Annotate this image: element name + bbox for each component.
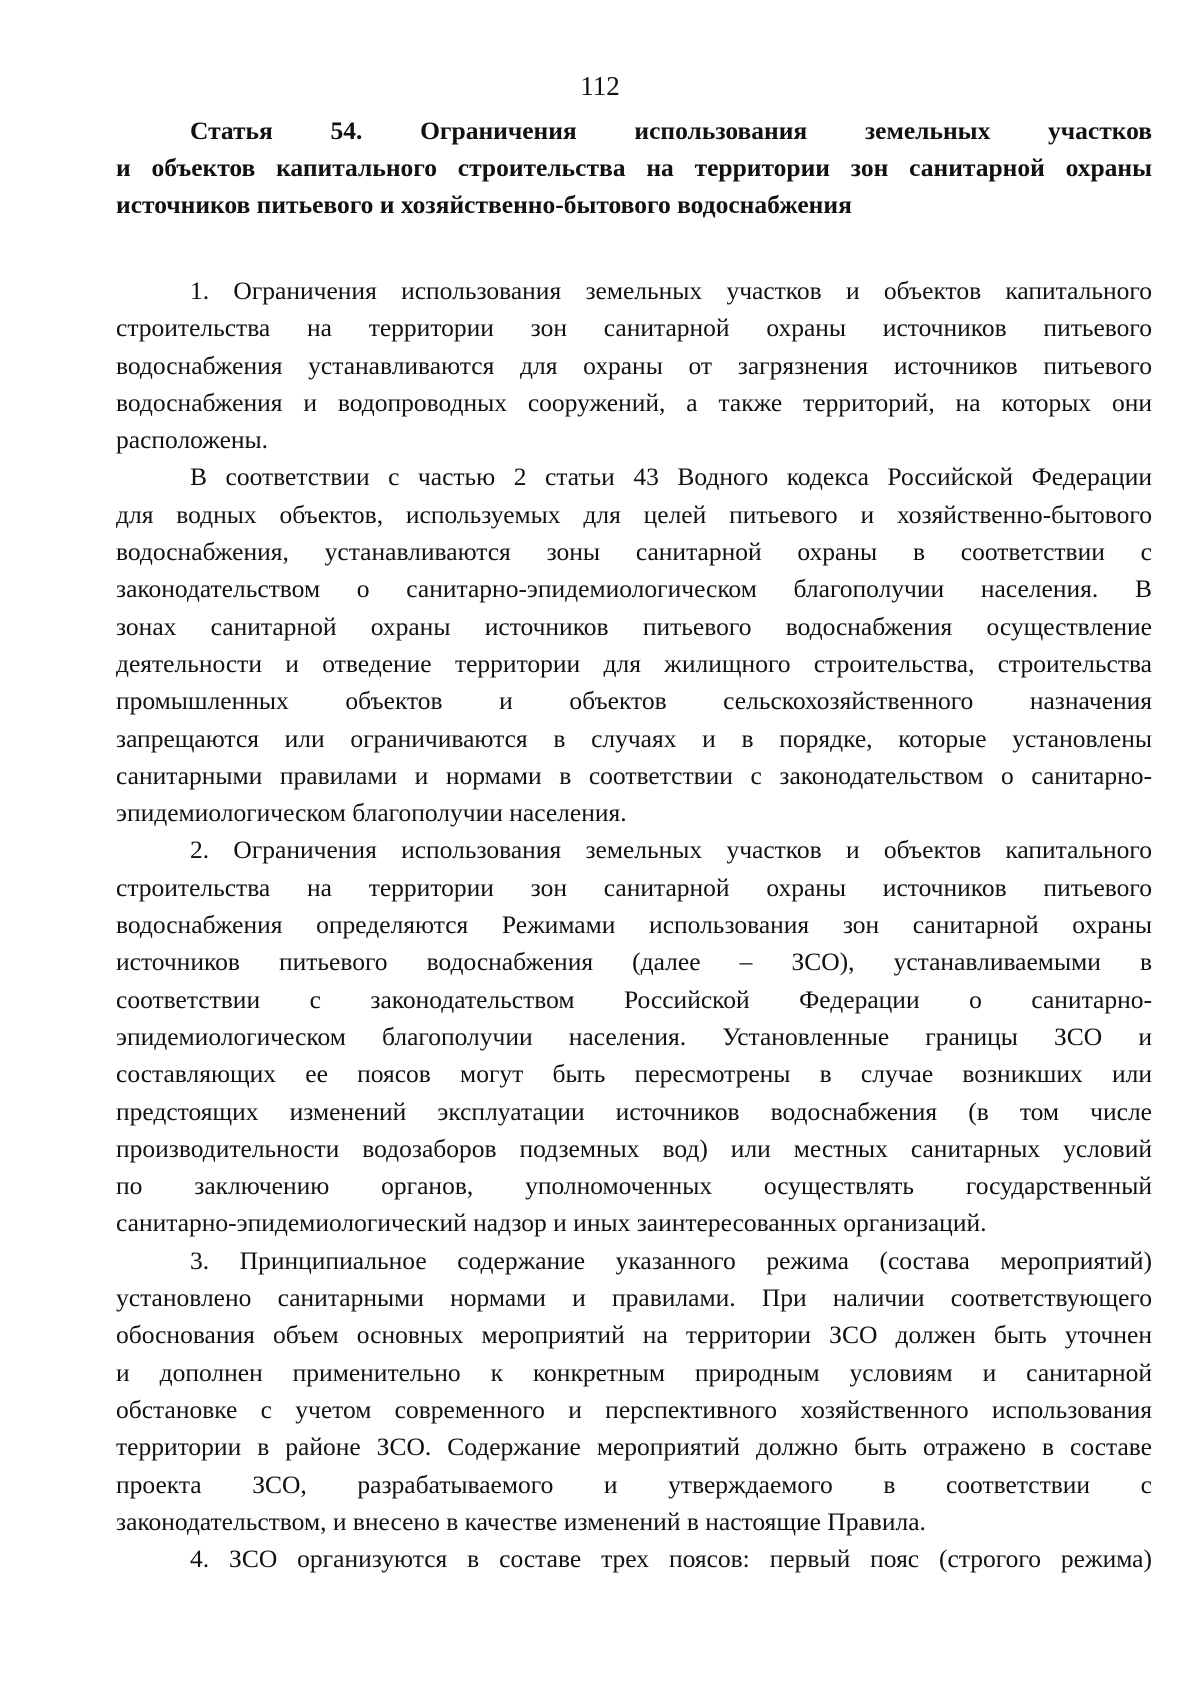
paragraph-line: В соответствии с частью 2 статьи 43 Водного кодекса Российской Федерации (190, 462, 1152, 492)
paragraph-line: 4. ЗСО организуются в составе трех поясов: первый пояс (строгого режима) (190, 1544, 1152, 1574)
paragraph (116, 458, 1152, 831)
paragraph-line: для водных объектов, используемых для целей питьевого и хозяйственно-бытового (116, 499, 1152, 529)
paragraph-line: по заключению органов, уполномоченных осуществлять государственный (116, 1171, 1152, 1201)
paragraph-line: строительства на территории зон санитарной охраны источников питьевого (116, 313, 1152, 343)
paragraph-line: законодательством, и внесено в качестве изменений в настоящие Правила. (116, 1506, 926, 1536)
paragraph-line: соответствии с законодательством Российской Федерации о санитарно- (116, 984, 1152, 1014)
page-number: 112 (580, 71, 620, 101)
paragraph (116, 1540, 1152, 1577)
paragraph-line: эпидемиологическом благополучии населения. (116, 798, 627, 828)
article-title (116, 112, 1152, 223)
paragraph-line: и дополнен применительно к конкретным природным условиям и санитарной (116, 1357, 1152, 1387)
paragraph-line: обстановке с учетом современного и перспективного хозяйственного использования (116, 1394, 1152, 1424)
paragraph-line: промышленных объектов и объектов сельскохозяйственного назначения (116, 686, 1152, 716)
paragraph-line: законодательством о санитарно-эпидемиологическом благополучии населения. В (116, 574, 1152, 604)
paragraph-line: 2. Ограничения использования земельных участков и объектов капитального (190, 835, 1152, 865)
paragraph-line: установлено санитарными нормами и правилами. При наличии соответствующего (116, 1283, 1152, 1313)
paragraph (116, 831, 1152, 1241)
paragraph-line: эпидемиологическом благополучии населения. Установленные границы ЗСО и (116, 1021, 1152, 1051)
paragraph-line: водоснабжения определяются Режимами использования зон санитарной охраны (116, 910, 1152, 940)
paragraph-line: проекта ЗСО, разрабатываемого и утверждаемого в соответствии с (116, 1469, 1152, 1499)
paragraph (116, 1242, 1152, 1540)
article-title-line: Статья 54. Ограничения использования земельных участков (190, 116, 1152, 145)
paragraph-line: водоснабжения и водопроводных сооружений, а также территорий, на которых они (116, 387, 1152, 417)
paragraph-line: расположены. (116, 425, 269, 455)
article-body (116, 272, 1152, 1577)
paragraph-line: 1. Ограничения использования земельных участков и объектов капитального (190, 276, 1152, 305)
paragraph-line: составляющих ее поясов могут быть пересмотрены в случае возникших или (116, 1059, 1152, 1089)
paragraph-line: санитарными правилами и нормами в соответствии с законодательством о санитарно- (116, 760, 1152, 790)
paragraph-line: водоснабжения, устанавливаются зоны санитарной охраны в соответствии с (116, 537, 1152, 567)
paragraph-line: предстоящих изменений эксплуатации источников водоснабжения (в том числе (116, 1096, 1152, 1126)
paragraph-line: обоснования объем основных мероприятий на территории ЗСО должен быть уточнен (116, 1320, 1152, 1350)
document-content (116, 112, 1152, 1577)
paragraph (116, 272, 1152, 458)
article-title-line: и объектов капитального строительства на территории зон санитарной охраны (116, 153, 1152, 182)
paragraph-line: зонах санитарной охраны источников питьевого водоснабжения осуществление (116, 611, 1152, 641)
paragraph-line: территории в районе ЗСО. Содержание мероприятий должно быть отражено в составе (116, 1432, 1152, 1462)
paragraph-line: водоснабжения устанавливаются для охраны от загрязнения источников питьевого (116, 350, 1152, 380)
paragraph-line: 3. Принципиальное содержание указанного режима (состава мероприятий) (190, 1245, 1152, 1275)
paragraph-line: источников питьевого водоснабжения (далее – ЗСО), устанавливаемыми в (116, 947, 1152, 977)
article-title-line: источников питьевого и хозяйственно-бытового водоснабжения (116, 190, 852, 219)
paragraph-line: запрещаются или ограничиваются в случаях и в порядке, которые установлены (116, 723, 1152, 753)
paragraph-line: строительства на территории зон санитарной охраны источников питьевого (116, 872, 1152, 902)
paragraph-line: производительности водозаборов подземных вод) или местных санитарных условий (116, 1133, 1152, 1163)
paragraph-line: санитарно-эпидемиологический надзор и иных заинтересованных организаций. (116, 1208, 987, 1238)
paragraph-line: деятельности и отведение территории для жилищного строительства, строительства (116, 648, 1152, 678)
